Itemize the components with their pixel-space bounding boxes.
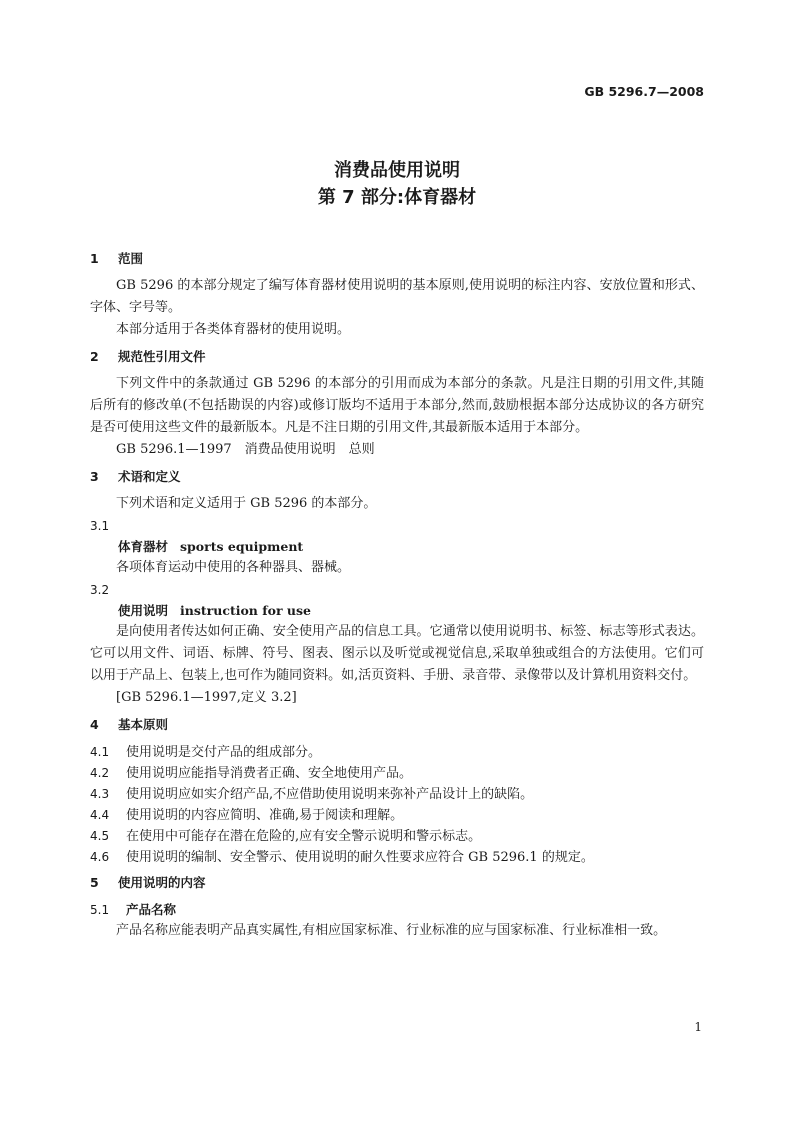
document-body: [90, 248, 704, 942]
clause-text: 使用说明是交付产品的组成部分。: [126, 745, 322, 760]
clause-number: 4.3: [90, 787, 110, 801]
section-heading-content: [90, 872, 704, 893]
clause-number: 4.4: [90, 808, 110, 822]
page-number: 1: [694, 1020, 702, 1034]
clause-number: 4.2: [90, 766, 110, 780]
clause-item: [90, 846, 704, 867]
clause-text: 使用说明的编制、安全警示、使用说明的耐久性要求应符合 GB 5296.1 的规定。: [126, 850, 594, 865]
standard-number: GB 5296.7—2008: [584, 84, 704, 99]
clause-text: 使用说明的内容应简明、准确,易于阅读和理解。: [126, 808, 404, 823]
clause-number: 4.6: [90, 850, 110, 864]
clause-item: [90, 804, 704, 825]
section-heading-basic-principles: [90, 714, 704, 735]
paragraph: 下列文件中的条款通过 GB 5296 的本部分的引用而成为本部分的条款。凡是注日期的引用文件,其随后所有的修改单(不包括勘误的内容)或修订版均不适用于本部分,然而,鼓励根据本部分达成协议的各方研究是否可使用这些文件的最新版本。凡是不注日期的引用文件,其最新版本适用于本部分。: [90, 376, 704, 435]
term-definition: 是向使用者传达如何正确、安全使用产品的信息工具。它通常以使用说明书、标签、标志等形式表达。它可以用文件、词语、标牌、符号、图表、图示以及听觉或视觉信息,采取单独或组合的方法使用。它们可以用于产品上、包装上,也可作为随同资料。如,活页资料、手册、录音带、录像带以及计算机用资料交付。: [90, 624, 704, 683]
term-number: 3.1: [90, 519, 110, 533]
section-title: 术语和定义: [118, 469, 181, 484]
subsection-number: 5.1: [90, 903, 110, 917]
clause-item: [90, 741, 704, 762]
section-number: 2: [90, 349, 99, 364]
term-number: 3.2: [90, 583, 110, 597]
section-title: 范围: [118, 251, 144, 266]
term-source-reference: [GB 5296.1—1997,定义 3.2]: [116, 690, 297, 705]
section-heading-terms-definitions: [90, 466, 704, 487]
term-definition: 各项体育运动中使用的各种器具、器械。: [116, 560, 351, 575]
term-entry: [90, 536, 704, 557]
document-subtitle: 第 7 部分:体育器材: [317, 187, 477, 208]
clause-number: 4.5: [90, 829, 110, 843]
clause-item: [90, 762, 704, 783]
paragraph: 产品名称应能表明产品真实属性,有相应国家标准、行业标准的应与国家标准、行业标准相一致。: [116, 923, 667, 938]
term-english: sports equipment: [180, 539, 304, 554]
clause-text: 使用说明应如实介绍产品,不应借助使用说明来弥补产品设计上的缺陷。: [126, 787, 534, 802]
clause-text: 在使用中可能存在潜在危险的,应有安全警示说明和警示标志。: [126, 829, 482, 844]
section-title: 使用说明的内容: [118, 875, 206, 890]
term-entry: [90, 600, 704, 621]
paragraph: GB 5296 的本部分规定了编写体育器材使用说明的基本原则,使用说明的标注内容、安放位置和形式、字体、字号等。: [90, 278, 704, 315]
subsection-title: 产品名称: [126, 902, 177, 917]
paragraph: 下列术语和定义适用于 GB 5296 的本部分。: [116, 496, 377, 511]
clause-item: [90, 783, 704, 804]
reference-entry: GB 5296.1—1997 消费品使用说明 总则: [116, 442, 375, 457]
section-heading-scope: [90, 248, 704, 269]
section-number: 5: [90, 875, 99, 890]
term-chinese: 使用说明: [118, 603, 169, 618]
clause-text: 使用说明应能指导消费者正确、安全地使用产品。: [126, 766, 413, 781]
section-title: 基本原则: [118, 717, 169, 732]
section-heading-normative-references: [90, 346, 704, 367]
term-chinese: 体育器材: [118, 539, 169, 554]
clause-item: [90, 825, 704, 846]
paragraph: 本部分适用于各类体育器材的使用说明。: [116, 322, 351, 337]
section-number: 1: [90, 251, 99, 266]
section-number: 4: [90, 717, 99, 732]
document-title: 消费品使用说明: [334, 160, 460, 181]
subsection-heading-product-name: [90, 899, 704, 920]
term-english: instruction for use: [180, 603, 311, 618]
section-number: 3: [90, 469, 99, 484]
section-title: 规范性引用文件: [118, 349, 206, 364]
clause-number: 4.1: [90, 745, 110, 759]
